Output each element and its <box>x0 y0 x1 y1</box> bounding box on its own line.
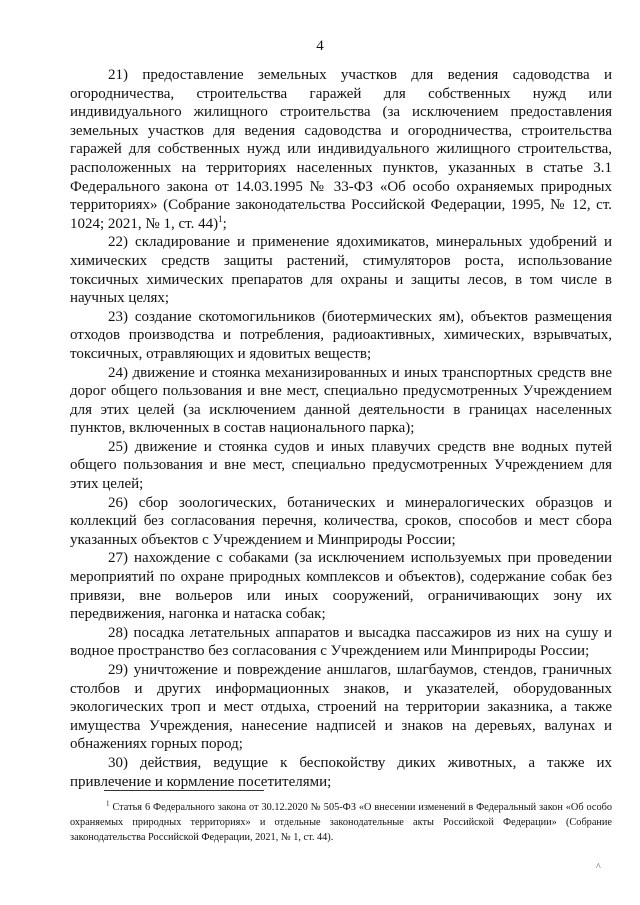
list-item <box>70 308 612 364</box>
footnote-text: Статья 6 Федерального закона от 30.12.2020 № 505-ФЗ «О внесении изменений в Федеральный закон «Об особо охраняемых природных территориях» и отдельные законодательные акты Российской Федерации» (Собрание законодательства Российской Федерации, 2021, № 1, ст. 44). <box>70 802 613 844</box>
list-item <box>70 549 612 623</box>
item-tail: ; <box>222 215 227 232</box>
item-text: посадка летательных аппаратов и высадка пассажиров из них на сушу и водное пространство без согласования с Учреждением или Минприроды России; <box>70 624 612 660</box>
item-text: действия, ведущие к беспокойству диких животных, а также их привлечение и кормление посетителями; <box>70 754 612 790</box>
corner-mark: ^ <box>596 862 601 873</box>
item-number: 21) <box>108 67 128 83</box>
item-number: 26) <box>108 494 128 511</box>
item-number: 30) <box>108 754 128 771</box>
item-text: создание скотомогильников (биотермических ям), объектов размещения отходов производства и потребления, радиоактивных, химических, взрывчатых, токсичных, отравляющих и ядовитых веществ; <box>70 308 612 362</box>
list-item <box>70 624 612 661</box>
list-item <box>70 233 612 307</box>
item-number: 24) <box>108 364 128 381</box>
item-number: 28) <box>108 624 128 641</box>
list-item <box>70 364 612 438</box>
item-text: складирование и применение ядохимикатов, минеральных удобрений и химических средств защиты растений, стимуляторов роста, использование токсичных химических препаратов для охраны и защиты лесов, в том числе в научных целях; <box>70 234 613 307</box>
list-item <box>70 438 612 494</box>
item-text: уничтожение и повреждение аншлагов, шлагбаумов, стендов, граничных столбов и других информационных знаков, и указателей, оборудованных экологических троп и мест отдыха, строений на территории заказника, а также имущества Учреждения, нанесение надписей и знаков на деревьях, валунах и обнажениях горных пород; <box>70 662 612 753</box>
item-number: 23) <box>108 308 128 325</box>
item-number: 27) <box>108 550 128 567</box>
item-text: движение и стоянка судов и иных плавучих средств вне водных путей общего пользования и вне мест, специально предусмотренных Учреждением для этих целей; <box>70 438 612 493</box>
item-number: 29) <box>108 662 128 678</box>
list-item <box>70 661 612 754</box>
item-text: предоставление земельных участков для ведения садоводства и огородничества, строительства гаражей для собственных нужд или индивидуального жилищного строительства (за исключением предоставления земельных участков для ведения садоводства и огородничества, строительства гаражей для собственных нужд или индивидуального жилищного строительства, расположенных на территориях населенных пунктов, указанных в статье 3.1 Федерального закона от 14.03.1995 № 33-ФЗ «Об особо охраняемых природных территориях» (Собрание законодательства Российской Федерации, 1995, № 12, ст. 1024; 2021, № 1, ст. 44) <box>70 67 612 232</box>
item-text: движение и стоянка механизированных и иных транспортных средств вне дорог общего пользования и вне мест, специально предусмотренных Учреждением для этих целей (за исключением данной деятельности в границах населенных пунктов, включенных в состав национального парка); <box>70 364 612 437</box>
list-item <box>70 754 612 791</box>
footnote-divider <box>104 790 264 791</box>
footnote-mark: 1 <box>106 799 110 808</box>
footnote <box>70 800 612 846</box>
document-body <box>70 66 612 791</box>
page-number: 4 <box>316 38 324 54</box>
item-text: нахождение с собаками (за исключением используемых при проведении мероприятий по охране природных комплексов и объектов), содержание собак без привязи, вне вольеров или иных сооружений, ограничивающих зону их передвижения, нагонка и натаска собак; <box>70 550 612 623</box>
list-item <box>70 66 612 233</box>
footnote-reference: 1 <box>218 213 223 224</box>
item-number: 22) <box>108 234 128 251</box>
list-item <box>70 494 612 550</box>
item-number: 25) <box>108 438 128 455</box>
item-text: сбор зоологических, ботанических и минералогических образцов и коллекций без согласования перечня, количества, сроков, способов и мест сбора указанных объектов с Учреждением и Минприроды России; <box>70 494 612 548</box>
